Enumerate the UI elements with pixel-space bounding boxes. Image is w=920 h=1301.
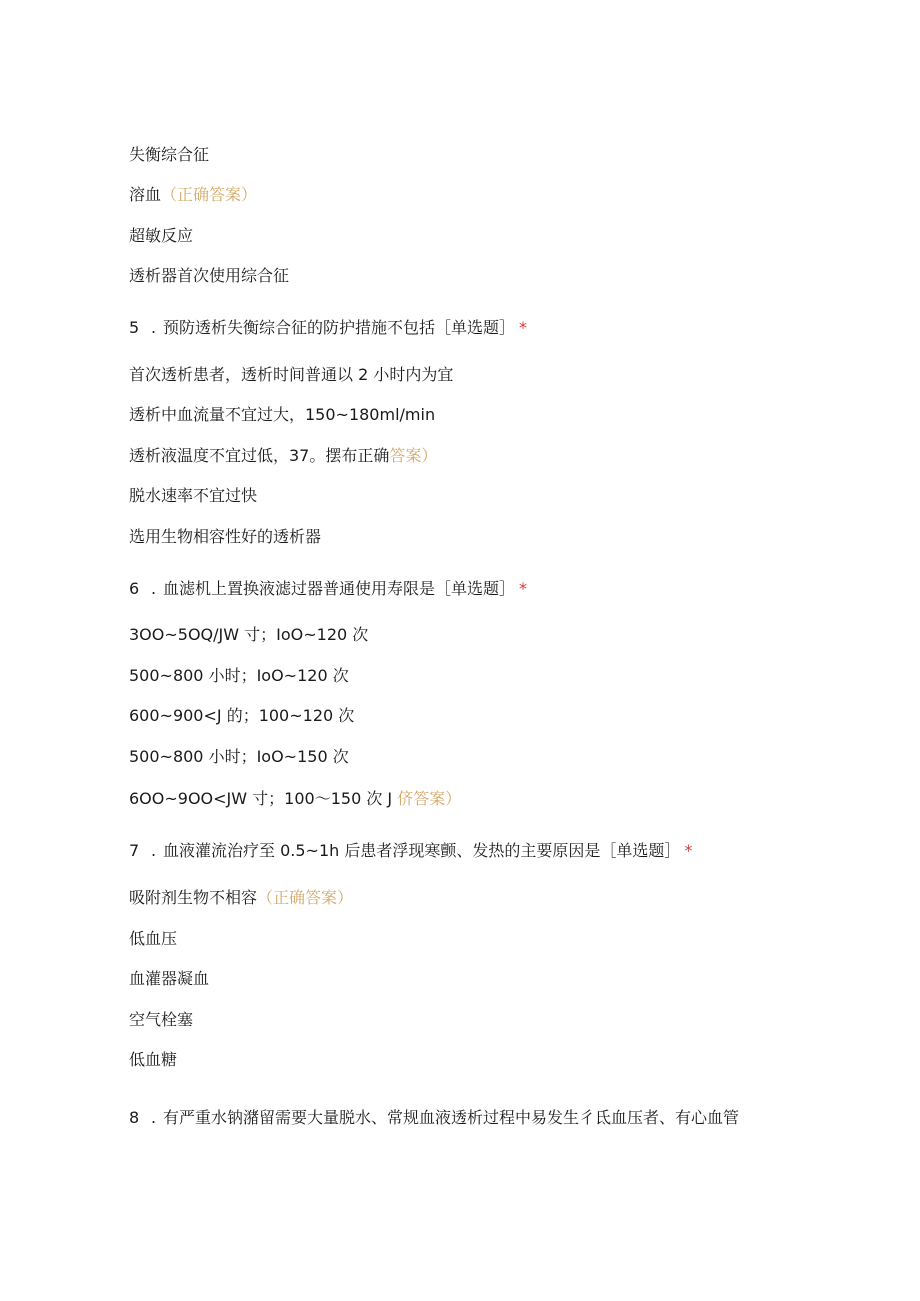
option-text: 3OO~5OQ/JW 寸；IoO~120 次	[129, 625, 369, 644]
q7-option-4[interactable]	[129, 1009, 193, 1031]
q6-option-5[interactable]	[129, 788, 461, 810]
option-text: 超敏反应	[129, 226, 194, 245]
q7-option-1[interactable]	[129, 887, 353, 909]
option-text: 透析液温度不宜过低，37。摆布正确	[129, 446, 390, 465]
option-text: 脱水速率不宜过快	[129, 486, 258, 505]
q6-option-2[interactable]	[129, 665, 349, 687]
option-text: 血灌器凝血	[129, 969, 210, 988]
question-6-title	[129, 578, 527, 600]
option-text: 空气栓塞	[129, 1010, 194, 1029]
correct-answer-mark: （正确答案）	[161, 185, 258, 204]
q5-option-5[interactable]	[129, 526, 321, 548]
q4-option-4[interactable]	[129, 265, 289, 287]
question-number: 7	[129, 841, 140, 860]
q6-option-1[interactable]	[129, 624, 368, 646]
required-asterisk: *	[519, 318, 528, 337]
q5-option-4[interactable]	[129, 485, 257, 507]
question-5-title	[129, 317, 527, 339]
option-text: 透析器首次使用综合征	[129, 266, 290, 285]
q5-option-2[interactable]	[129, 404, 435, 426]
q4-option-2[interactable]	[129, 184, 257, 206]
option-text: 吸附剂生物不相容	[129, 888, 258, 907]
question-number: 6	[129, 579, 140, 598]
q5-option-1[interactable]	[129, 364, 453, 386]
option-text: 低血糖	[129, 1050, 178, 1069]
q4-option-1[interactable]	[129, 144, 209, 166]
question-text: 有严重水钠潴留需要大量脱水、常规血液透析过程中易发生彳氐血压者、有心血管	[163, 1108, 740, 1127]
question-text: 血液灌流治疗至 0.5~1h 后患者浮现寒颤、发热的主要原因是［单选题］	[163, 841, 681, 860]
option-text: 500~800 小时；IoO~120 次	[129, 666, 349, 685]
option-text: 低血压	[129, 929, 178, 948]
question-dot: .	[151, 1108, 157, 1127]
q7-option-2[interactable]	[129, 928, 177, 950]
correct-answer-mark: 侪答案）	[397, 789, 462, 808]
q4-option-3[interactable]	[129, 225, 193, 247]
correct-answer-mark: 答案）	[389, 446, 438, 465]
option-text: 6OO~9OO<JW 寸；100～150 次 J	[129, 789, 398, 808]
required-asterisk: *	[519, 579, 528, 598]
question-dot: .	[151, 841, 157, 860]
question-number: 8	[129, 1108, 140, 1127]
question-text: 血滤机上置换液滤过器普通使用寿限是［单选题］	[163, 579, 516, 598]
q7-option-3[interactable]	[129, 968, 209, 990]
option-text: 选用生物相容性好的透析器	[129, 527, 322, 546]
question-text: 预防透析失衡综合征的防护措施不包括［单选题］	[163, 318, 516, 337]
correct-answer-mark: （正确答案）	[257, 888, 354, 907]
option-text: 首次透析患者，透析时间普通以 2 小时内为宜	[129, 365, 454, 384]
option-text: 500~800 小时；IoO~150 次	[129, 747, 349, 766]
question-number: 5	[129, 318, 140, 337]
option-text: 600~900<J 的；100~120 次	[129, 706, 355, 725]
option-text: 透析中血流量不宜过大，150~180ml/min	[129, 405, 436, 424]
q5-option-3[interactable]	[129, 445, 437, 467]
option-text: 溶血	[129, 185, 162, 204]
q6-option-3[interactable]	[129, 705, 354, 727]
q6-option-4[interactable]	[129, 746, 349, 768]
question-dot: .	[151, 318, 157, 337]
required-asterisk: *	[684, 841, 693, 860]
question-7-title	[129, 840, 692, 862]
q7-option-5[interactable]	[129, 1049, 177, 1071]
question-dot: .	[151, 579, 157, 598]
question-8-title	[129, 1107, 739, 1129]
option-text: 失衡综合征	[129, 145, 210, 164]
